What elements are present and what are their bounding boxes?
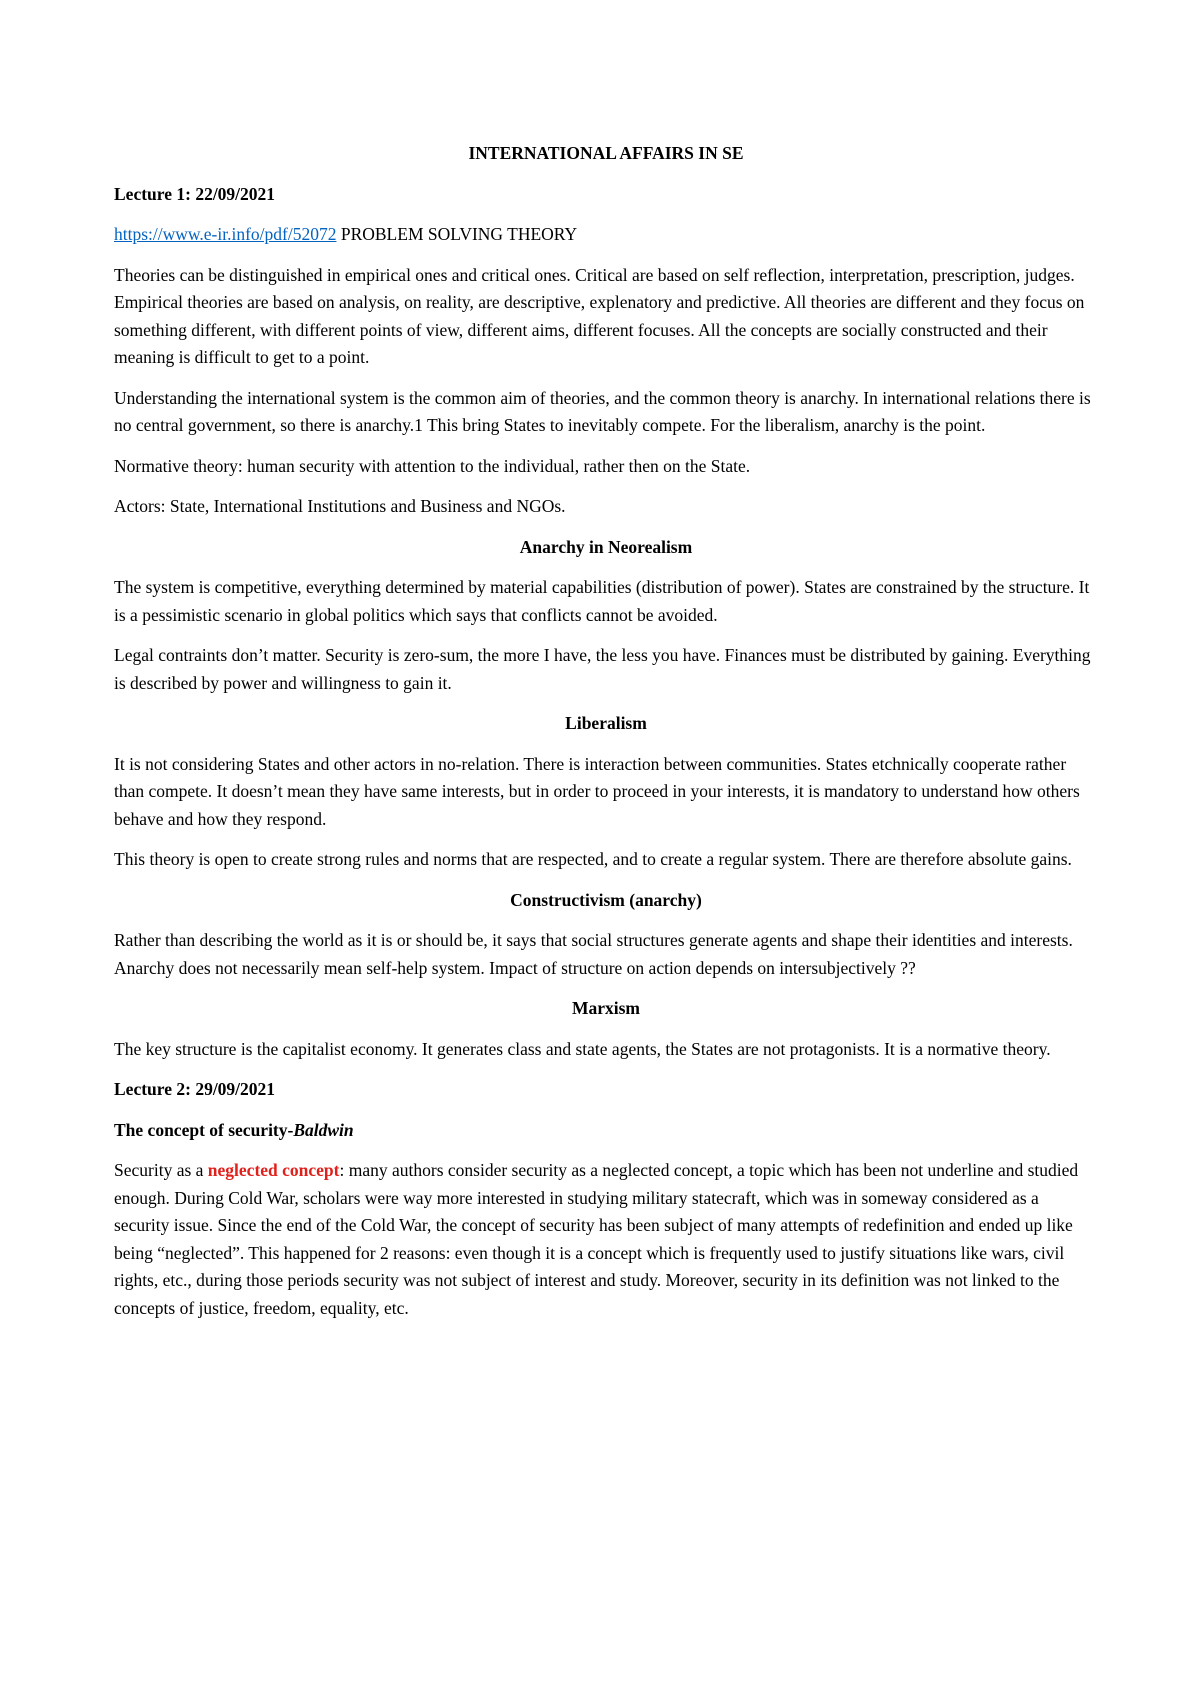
paragraph-constructivism: Rather than describing the world as it is or should be, it says that social structures generate agents and shape their identities and interests. Anarchy does not necessarily mean self-help system. Impact of structure on action depends on intersubjectively ??: [114, 930, 1073, 978]
neglected-lead: Security as a: [114, 1160, 208, 1180]
heading-constructivism: Constructivism (anarchy): [510, 889, 702, 910]
heading-anarchy-neorealism: Anarchy in Neorealism: [519, 536, 693, 557]
document-content: [114, 140, 1098, 1335]
paragraph-actors: Actors: State, International Institutions and Business and NGOs.: [114, 496, 566, 516]
document-title: INTERNATIONAL AFFAIRS IN SE: [468, 143, 744, 163]
heading-marxism: Marxism: [571, 998, 641, 1018]
reference-line: [114, 221, 1098, 249]
neglected-body: : many authors consider security as a neglected concept, a topic which has been not underline and studied enough. During Cold War, scholars were way more interested in studying military statecraft, which was in someway considered as a security issue. Since the end of the Cold War, the concept of security has been subject of many attempts of redefinition and ended up like being “neglected”. This happened for 2 reasons: even though it is a concept which is frequently used to justify situations like wars, civil rights, etc., during those periods security was not subject of interest and study. Moreover, security in its definition was not linked to the concepts of justice, freedom, equality, etc.: [114, 1160, 1079, 1318]
security-concept-author: Baldwin: [293, 1119, 354, 1140]
reference-link[interactable]: https://www.e-ir.info/pdf/52072: [114, 224, 337, 244]
heading-liberalism: Liberalism: [565, 713, 647, 733]
neglected-concept-highlight: neglected concept: [207, 1160, 340, 1180]
security-concept-title: The concept of security-: [114, 1119, 294, 1140]
paragraph-liberalism-1: It is not considering States and other actors in no-relation. There is interaction between communities. States etchnically cooperate rather than compete. It doesn’t mean they have same interests, but in order to proceed in your interests, it is mandatory to understand how others behave and how they respond.: [114, 753, 1080, 829]
paragraph-international-system: Understanding the international system is the common aim of theories, and the common theory is anarchy. In international relations there is no central government, so there is anarchy.1 This bring States to inevitably compete. For the liberalism, anarchy is the point.: [114, 387, 1091, 435]
paragraph-marxism: The key structure is the capitalist economy. It generates class and state agents, the States are not protagonists. It is a normative theory.: [114, 1038, 1051, 1059]
paragraph-neglected-concept: [114, 1157, 1098, 1322]
paragraph-neorealism-2: Legal contraints don’t matter. Security is zero-sum, the more I have, the less you have. Finances must be distributed by gaining. Everything is described by power and willingness to gain it.: [114, 645, 1091, 693]
reference-link-label: PROBLEM SOLVING THEORY: [336, 224, 578, 244]
paragraph-liberalism-2: This theory is open to create strong rules and norms that are respected, and to create a regular system. There are therefore absolute gains.: [114, 849, 1072, 869]
paragraph-neorealism-1: The system is competitive, everything determined by material capabilities (distribution of power). States are constrained by the structure. It is a pessimistic scenario in global politics which says that conflicts cannot be avoided.: [114, 577, 1090, 625]
security-concept-heading: [114, 1117, 1098, 1145]
lecture-1-heading: Lecture 1: 22/09/2021: [114, 183, 276, 204]
paragraph-theories: Theories can be distinguished in empirical ones and critical ones. Critical are based on self reflection, interpretation, prescription, judges. Empirical theories are based on analysis, on reality, are descriptive, explenatory and predictive. All theories are different and they focus on something different, with different points of view, different aims, different focuses. All the concepts are socially constructed and their meaning is difficult to get to a point.: [114, 264, 1085, 367]
paragraph-normative-theory: Normative theory: human security with attention to the individual, rather then on the State.: [114, 455, 751, 476]
lecture-2-heading: Lecture 2: 29/09/2021: [114, 1079, 276, 1099]
